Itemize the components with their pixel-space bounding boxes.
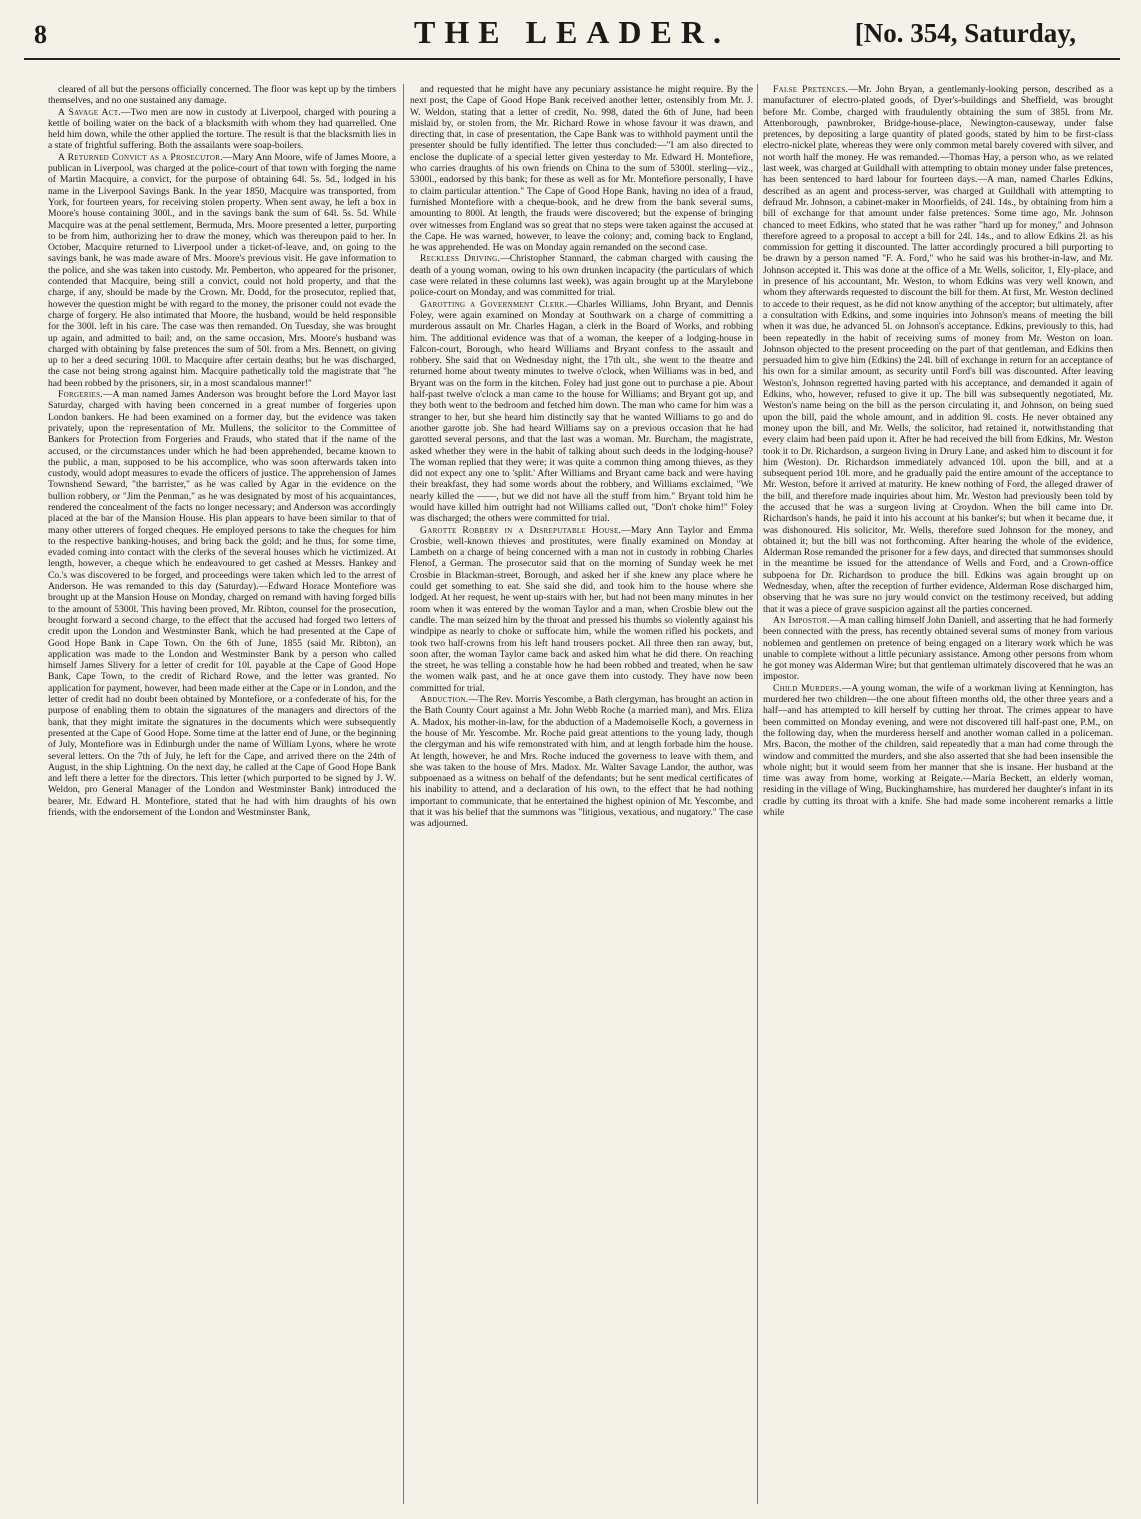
newspaper-title: THE LEADER. <box>414 14 730 50</box>
column-rule <box>403 84 404 1504</box>
article: Child Murders.—A young woman, the wife of a workman living at Kennington, has murdered her two children—the one about fifteen months old, the other three years and a half—and has attempted to kill herself by cutting her throat. The crimes appear to have been committed on Monday evening, and were not discovered till half-past one, P.M., on the following day, when the murderess herself and another woman called in a policeman. Mrs. Bacon, the mother of the children, said repeatedly that a man had come through the window and committed the murders, and she also asserted that she had been insensible the whole night; but it would seem from her manner that she is insane. Her husband at the time was away from home, working at Reigate.—Maria Beckett, an elderly woman, residing in the village of Wing, Buckinghamshire, has murdered her daughter's infant in its cradle by cutting its throat with a knife. She had made some incoherent remarks a little while <box>763 682 1113 818</box>
column-1 <box>48 84 396 1504</box>
column-3 <box>763 84 1113 1504</box>
article: Reckless Driving.—Christopher Stannard, the cabman charged with causing the death of a young woman, owing to his own drunken incapacity (the particulars of which case were related in these columns last week), was again brought up at the Marylebone police-court on Monday, and was committed for trial. <box>410 253 753 299</box>
masthead <box>24 0 1120 60</box>
article: Garotte Robbery in a Disreputable House.—Mary Ann Taylor and Emma Crosbie, well-known thieves and prostitutes, were finally examined on Monday at Lambeth on a charge of being concerned with a man not in custody in robbing Charles Flenof, a German. The prosecutor said that on the morning of Sunday week he met Crosbie in Blackman-street, Borough, and asked her if she knew any place where he could get something to eat. She said she did, and took him to the house where she lodged. At her request, he went up-stairs with her, but had not been many minutes in her room when it was entered by the woman Taylor and a man, when Crosbie blew out the candle. The man seized him by the throat and pressed his thumbs so violently against his windpipe as nearly to choke or suffocate him, while the women rifled his pockets, and took two half-crowns from his left hand trousers pocket. All three then ran away, but, soon after, the woman Taylor came back and asked him what he did there. On reaching the street, he was telling a constable how he had been robbed and treated, when he saw the women walk past, and he at once gave them into custody. They have now been committed for trial. <box>410 524 753 694</box>
page-number: 8 <box>34 20 47 49</box>
issue-info: [No. 354, Saturday, <box>854 18 1076 48</box>
article: A Savage Act.—Two men are now in custody at Liverpool, charged with pouring a kettle of boiling water on the back of a blacksmith with whom they had quarrelled. One held him down, while the other applied the torture. The result is that the blacksmith lies in a state of frightful suffering. Both the assailants were soap-boilers. <box>48 106 396 152</box>
column-2 <box>410 84 753 1504</box>
article: Forgeries.—A man named James Anderson was brought before the Lord Mayor last Saturday, charged with having been concerned in a great number of forgeries upon London bankers. He had been examined on a former day, but the evidence was taken privately, upon the representation of Mr. Mullens, the solicitor to the Committee of Bankers for Protection from Forgeries and Frauds, who stated that if the name of the accused, or the circumstances under which he had been apprehended, became known to the public, a man, supposed to be his accomplice, who was soon afterwards taken into custody, would adopt measures to evade the officers of justice. The apprehension of James Townshend Seward, "the barrister," as he was called by Agar in the evidence on the bullion robbery, or "Jim the Penman," as he was designated by most of his acquaintances, rendered the concealment of the facts no longer necessary; and Anderson was accordingly placed at the bar of the Mansion House. His plan appears to have been similar to that of many other utterers of forged cheques. He employed persons to take the cheques for him to the respective banking-houses, and bring back the gold; and he thus, for some time, evaded coming into contact with the clerks of the several houses which he victimized. At length, however, a cheque which he endeavoured to get cashed at Messrs. Hankey and Co.'s was discovered to be forged, and proceedings were taken which led to the arrest of Anderson. He was remanded to this day (Saturday).—Edward Horace Montefiore was brought up at the Mansion House on Monday, charged on remand with having forged bills to the amount of 5300l. This having been proved, Mr. Ribton, counsel for the prosecution, brought forward a second charge, to the effect that the accused had forged two letters of credit upon the London and Westminster Bank, which he had presented at the Cape of Good Hope Bank in Cape Town. On the 6th of June, 1855 (said Mr. Ribton), an application was made to the London and Westminster Bank by a person who called himself James Slivery for a letter of credit for 10l. payable at the Cape of Good Hope Bank, Cape Town, to the credit of Richard Rowe, and the letter was granted. No application for payment, however, had been made either at the Cape or in London, and the letter of credit had no doubt been obtained by Montefiore, or a confederate of his, for the purpose of enabling them to obtain the signatures of the managers and directors of the bank, that they might imitate the signatures in the documents which were subsequently presented at the Cape of Good Hope. Some time at the latter end of June, or the beginning of July, Montefiore was in Edinburgh under the name of William Lyons, where he wrote several letters. On the 7th of July, he left for the Cape, and arrived there on the 24th of August, in the ship Lightning. On the next day, he called at the Cape of Good Hope Bank and left there a letter for the directors. This letter (which purported to be signed by J. W. Weldon, pro General Manager of the London and Westminster Bank) introduced the bearer, Mr. Edward H. Montefiore, stated that he had with him draughts of his own friends, with the endorsement of the London and Westminster Bank, <box>48 389 396 818</box>
article: and requested that he might have any pecuniary assistance he might require. By the next post, the Cape of Good Hope Bank received another letter, ostensibly from Mr. J. W. Weldon, stating that a letter of credit, No. 998, dated the 6th of June, had been mislaid by, or stolen from, the Mr. Richard Rowe in whose favour it was drawn, and directing that, in case of presentation, the Cape Bank was to withhold payment until the presenter should be fully identified. The letter thus concluded:—"I am also directed to enclose the duplicate of a special letter given yesterday to Mr. Edward H. Montefiore, who carries draughts of his own friends on China to the sum of 5300l. sterling—viz., 5300l., endorsed by this bank; for these as well as for Mr. Montefiore personally, I have to claim particular attention." The Cape of Good Hope Bank, having no idea of a fraud, furnished Montefiore with a cheque-book, and he drew from the bank several sums, amounting to 800l. At length, the frauds were discovered; but the expense of bringing over witnesses from England was so great that no steps were taken against the accused at the Cape. He was warned, however, to leave the colony; and, coming back to England, he was apprehended. He was on Monday again remanded on the second case. <box>410 84 753 254</box>
article: An Impostor.—A man calling himself John Daniell, and asserting that he had formerly been connected with the press, has recently obtained several sums of money from various noblemen and gentlemen on pretence of being engaged on a literary work which he was unable to complete without a little pecuniary assistance. Among other persons from whom he got money was Alderman Wire; but that gentleman ultimately discovered that he was an impostor. <box>763 614 1113 683</box>
article: Garotting a Government Clerk.—Charles Williams, John Bryant, and Dennis Foley, were again examined on Monday at Southwark on a charge of committing a murderous assault on Mr. Charles Hagan, a clerk in the Board of Works, and robbing him. The additional evidence was that of a woman, the keeper of a lodging-house in Falcon-court, Borough, who heard Williams and Bryant confess to the assault and robbery. She said that on Wednesday night, the 17th ult., she went to the theatre and returned home about twenty minutes to twelve o'clock, when Williams was in bed, and Bryant was on the form in the kitchen. Foley had just gone out to purchase a pie. About half-past twelve o'clock a man came to the house for Williams; and Bryant got up, and they both went to the bedroom and fetched him down. The man who came for him was a stranger to her, but she heard him distinctly say that he wanted Williams to go and do another garotte job. She had heard Williams say on a previous occasion that he had garotted several persons, and that the last was a woman. Mr. Burcham, the magistrate, asked whether they were in the habit of talking about such deeds in the lodging-house? The woman replied that they were; it was quite a common thing among thieves, as they did not expect any one to 'split.' After Williams and Bryant came back and were having their breakfast, they had some words about the robbery, and Williams exclaimed, "We nearly killed the ——, but we did not have all the stuff from him." Bryant told him he would have killed him outright had not Williams called out, "Don't choke him!" Foley was discharged; the others were committed for trial. <box>410 298 753 525</box>
article: A Returned Convict as a Prosecutor.—Mary Ann Moore, wife of James Moore, a publican in Liverpool, was charged at the police-court of that town with forging the name of Martin Macquire, a convict, for the purpose of obtaining 64l. 5s. 5d., lodged in his name in the Liverpool Savings Bank. In the year 1850, Macquire was transported, from York, for fourteen years, for receiving stolen property. When sent away, he left a box in Moore's house containing 300l., and in the savings bank the sum of 64l. 5s. 5d. While Macquire was at the penal settlement, Bermuda, Mrs. Moore presented a letter, purporting to be from him, authorizing her to draw the money, which was thereupon paid to her. In October, Macquire returned to Liverpool under a ticket-of-leave, and, on going to the savings bank, he was made aware of Mrs. Moore's previous visit. He gave information to the police, and she was taken into custody. Mr. Pemberton, who appeared for the prisoner, contended that Macquire, being still a convict, could not hold property, and that the charge, if any, should be made by the Crown. Mr. Dodd, for the prosecutor, replied that, however the question might be with regard to the money, the prisoner could not evade the charge of forgery. He also intimated that Moore, the husband, would be held responsible for the 300l. left in his care. The case was then remanded. On Tuesday, she was brought up again, and admitted to bail; and, on the same occasion, Mrs. Moore's husband was charged with obtaining by false pretences the sum of 50l. from a Mrs. Bennett, on giving up to her a deed securing 100l. to Macquire after certain deaths; but he was discharged, the case not being strong against him. Macquire pathetically told the magistrate that "he had been robbed by the prisoners, sir, in a most scandalous manner!" <box>48 151 396 389</box>
article: cleared of all but the persons officially concerned. The floor was kept up by the timbers themselves, and no one sustained any damage. <box>48 84 396 107</box>
article: False Pretences.—Mr. John Bryan, a gentlemanly-looking person, described as a manufacturer of electro-plated goods, of Dyer's-buildings and Sheffield, was brought before Mr. Combe, charged with fraudulently obtaining the sum of 385l. from Mr. Attenborough, pawnbroker, Bridge-house-place, Newington-causeway, under false pretences, by depositing a large quantity of plated goods, stated by him to be first-class electro-nickel plate, whereas they were only common metal barely covered with silver, and not worth half the money. He was remanded.—Thomas Hay, a person who, as we related last week, was charged at Guildhall with attempting to obtain money under false pretences, has been sentenced to hard labour for fourteen days.—A man, named Charles Edkins, described as an agent and process-server, was charged at Guildhall with attempting to defraud Mr. Johnson, a cabinet-maker in Moorfields, of 24l. 14s., by obtaining from him a bill of exchange for that amount under false pretences. Some time ago, Mr. Johnson chanced to meet Edkins, who stated that he was rather "hard up for money," and Johnson therefore agreed to a proposal to accept a bill for 24l. 14s., and to allow Edkins 2l. as his commission for getting it discounted. The latter accordingly procured a bill purporting to be drawn by a person named "F. A. Ford," who he said was his brother-in-law, and Mr. Johnson accepted it. This was done at the office of a Mr. Wells, solicitor, 1, Ely-place, and in presence of his accountant, Mr. Weston, to whom Edkins was very well known, and whom they afterwards requested to discount the bill for them. At first, Mr. Weston declined to accede to their request, as he did not know anything of the acceptor; but ultimately, after a consultation with Edkins, and some inquiries into Johnson's means of meeting the bill when it was due, he advanced 5l. on Johnson's acceptance. Edkins, previously to this, had been repeatedly in the habit of receiving sums of money from Mr. Weston on loan. Johnson objected to the present proceeding on the part of that gentleman, and Edkins then persuaded him to give him (Edkins) the 24l. bill of exchange in return for an acceptance of his own for a similar amount, as security until Ford's bill was discounted. After leaving Weston's, Johnson regretted having parted with his acceptance, and demanded it again of Edkins, who, however, refused to give it up. The bill was subsequently negotiated, Mr. Weston's name being on the bill as the person circulating it, and Johnson, on being sued upon the bill, paid the whole amount, and in addition 9l. costs. He never obtained any money upon the bill, and Mr. Wells, the solicitor, had retained it, notwithstanding that every claim had been paid upon it. After he had received the bill from Edkins, Mr. Weston took it to Dr. Richardson, a surgeon living in Drury Lane, and asked him to discount it for him (Weston). Dr. Richardson immediately advanced 10l. upon the bill, and at a subsequent period 10l. more, and he gradually paid the entire amount of the acceptance to Mr. Weston, before it arrived at maturity. He knew nothing of Ford, the alleged drawer of the bill, and therefore made inquiries about him. Mr. Weston had previously been told by the accused that he was a surgeon living at Croydon. When the bill came into Dr. Richardson's hands, he paid it into his account at his banker's; but when it became due, it was dishonoured. His solicitor, Mr. Wells, therefore sued Johnson for the money, and obtained it; but the bill was not forthcoming. After hearing the whole of the evidence, Alderman Rose remanded the prisoner for a few days, and directed that summonses should in the meantime be issued for the attendance of Wells and Ford, and a Crown-office subpoena for Dr. Richardson to produce the bill. Edkins was again brought up on Wednesday, when, after the reception of further evidence, Alderman Rose discharged him, observing that he was sure no jury would convict on the testimony received, but adding that it was a piece of grave suspicion against all the parties concerned. <box>763 84 1113 615</box>
article: Abduction.—The Rev. Morris Yescombe, a Bath clergyman, has brought an action in the Bath County Court against a Mr. John Webb Roche (a married man), and Mrs. Eliza A. Madox, his mother-in-law, for the abduction of a Mademoiselle Koch, a governess in the house of Mr. Yescombe. Mr. Roche paid great attentions to the young lady, though the clergyman and his wife remonstrated with him, and at length forbade him the house. At length, however, he and Mrs. Roche induced the governess to leave with them, and she was taken to the house of Mrs. Madox. Mr. Walter Savage Landor, the author, was subpoenaed as a witness on behalf of the defendants; but he sent medical certificates of his inability to attend, and a declaration of his own, to the effect that he had nothing important to communicate, that he entertained the highest opinion of Mr. Yescombe, and that it was his belief that the summons was "litigious, vexatious, and nugatory." The case was adjourned. <box>410 694 753 830</box>
column-rule <box>757 84 758 1504</box>
